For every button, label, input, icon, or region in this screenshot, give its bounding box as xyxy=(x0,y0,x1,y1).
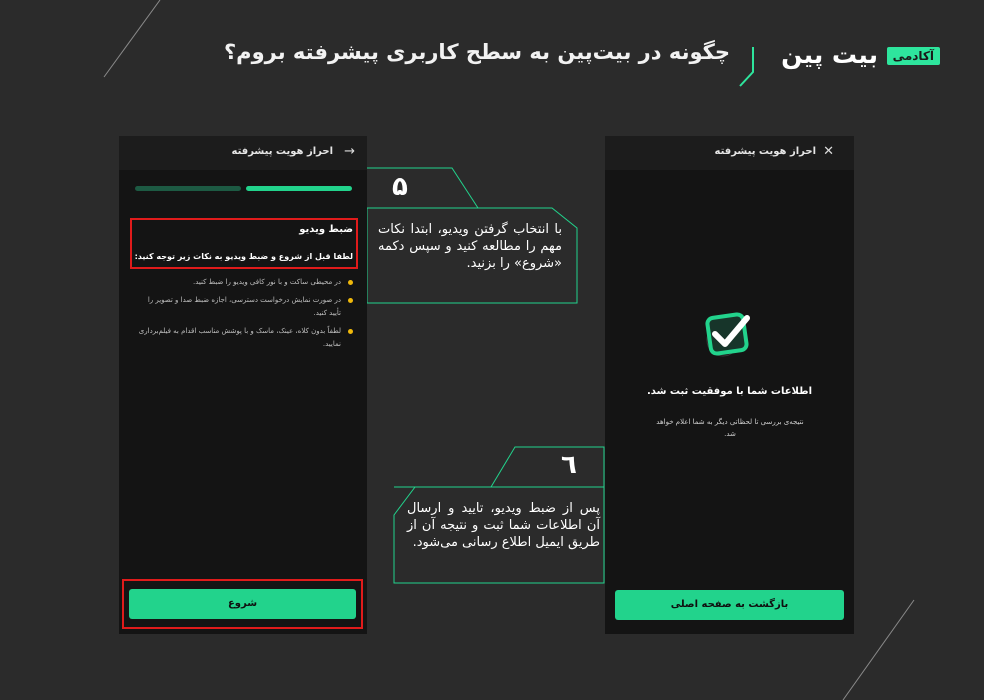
list-item: در محیطی ساکت و با نور کافی ویدیو را ضبط کنید. xyxy=(138,276,353,289)
screen-title: احراز هویت پیشرفته xyxy=(231,146,333,157)
success-subtext: نتیجه‌ی بررسی تا لحظاتی دیگر به شما اعلام خواهد شد. xyxy=(656,418,804,438)
check-square-icon xyxy=(701,308,757,364)
step-progress xyxy=(135,186,352,191)
academy-badge: آکادمی xyxy=(887,47,940,65)
screen-title: احراز هویت پیشرفته xyxy=(714,146,816,157)
list-item: در صورت نمایش درخواست دسترسی، اجازه ضبط صدا و تصویر را تأیید کنید. xyxy=(138,294,353,320)
callout-number-5: ۵ xyxy=(392,172,408,202)
list-item: لطفاً بدون کلاه، عینک، ماسک و با پوشش مناسب اقدام به فیلم‌برداری نمایید. xyxy=(138,325,353,351)
close-icon[interactable]: ✕ xyxy=(823,144,834,159)
success-screen xyxy=(605,136,854,634)
brand-wordmark: بیت پین xyxy=(781,40,878,69)
callout-text-6: پس از ضبط ویدیو، تایید و ارسال آن اطلاعات شما ثبت و نتیجه آن از طریق ایمیل اطلاع رسانی می‌شود. xyxy=(407,501,600,550)
tips-list xyxy=(138,276,353,356)
callout-number-6: ٦ xyxy=(561,450,577,480)
progress-step-2 xyxy=(135,186,241,191)
back-home-button[interactable]: بازگشت به صفحه اصلی xyxy=(615,590,844,620)
section-description: لطفا قبل از شروع و ضبط ویدیو به نکات زیر توجه کنید: xyxy=(134,252,353,261)
start-button[interactable]: شروع xyxy=(129,589,356,619)
success-message: اطلاعات شما با موفقیت ثبت شد. xyxy=(647,386,812,397)
video-recording-screen xyxy=(119,136,367,634)
screen-header xyxy=(119,136,367,170)
screen-header xyxy=(605,136,854,170)
page-title: چگونه در بیت‌پین به سطح کاربری پیشرفته بروم؟ xyxy=(224,40,730,64)
arrow-right-icon[interactable]: → xyxy=(344,144,355,159)
callout-text-5: با انتخاب گرفتن ویدیو، ابتدا نکات مهم را مطالعه کنید و سپس دکمه «شروع» را بزنید. xyxy=(378,222,562,271)
progress-step-1 xyxy=(246,186,352,191)
section-title: ضبط ویدیو xyxy=(299,224,353,235)
